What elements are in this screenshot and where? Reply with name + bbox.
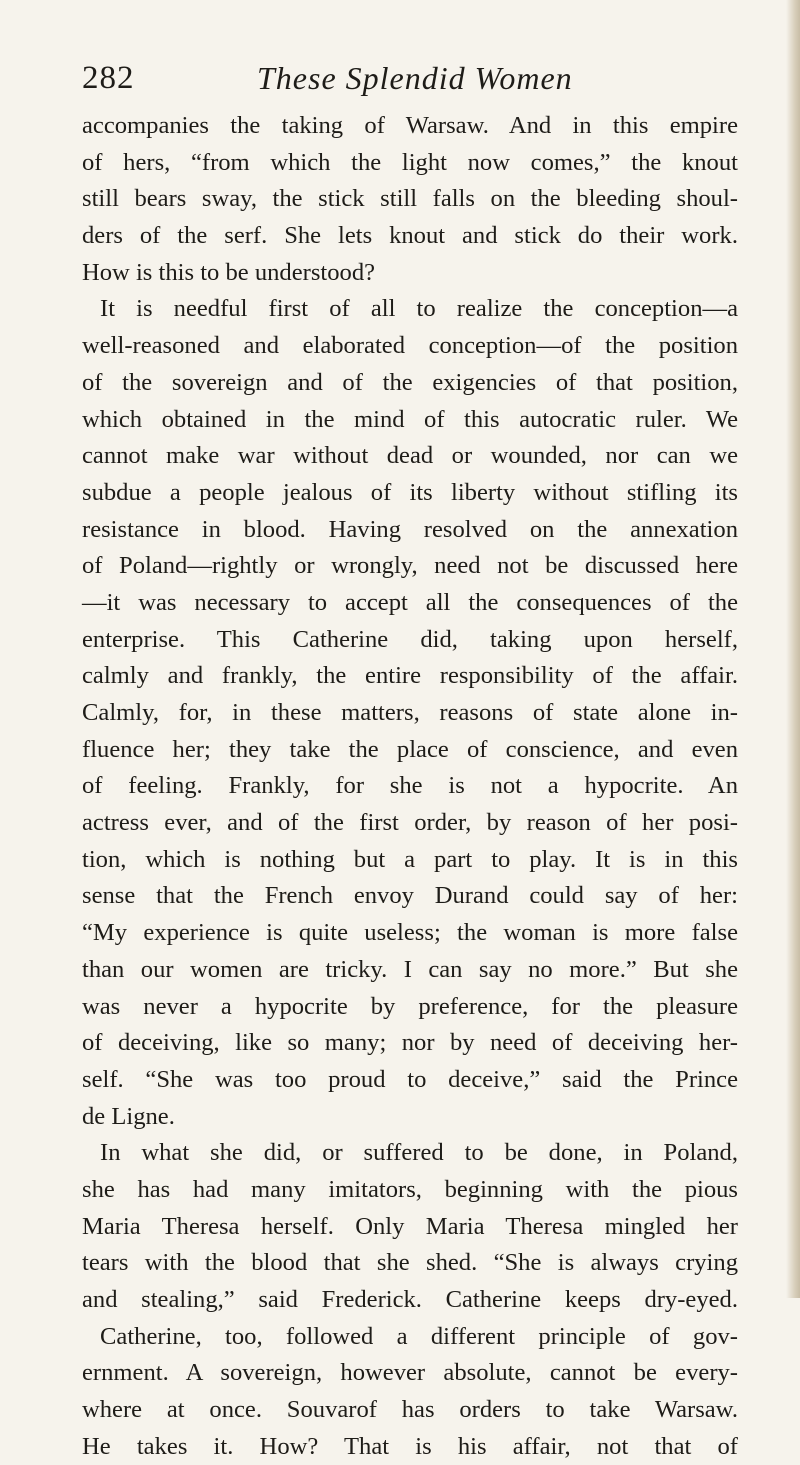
text-line: enterprise. This Catherine did, taking upon herself, xyxy=(82,625,738,653)
text-line: she has had many imitators, beginning with the pious xyxy=(82,1175,738,1203)
text-line: of hers, “from which the light now comes,” the knout xyxy=(82,148,738,176)
text-line: where at once. Souvarof has orders to take Warsaw. xyxy=(82,1396,738,1424)
text-line: ernment. A sovereign, however absolute, cannot be every- xyxy=(82,1359,738,1387)
text-line: of the sovereign and of the exigencies of that position, xyxy=(82,368,738,396)
text-line: In what she did, or suffered to be done, in Poland, xyxy=(100,1139,738,1167)
page-edge-shadow xyxy=(786,0,800,1298)
text-line: tears with the blood that she shed. “She is always crying xyxy=(82,1249,738,1277)
text-line: resistance in blood. Having resolved on the annexation xyxy=(82,515,738,543)
text-line: accompanies the taking of Warsaw. And in this empire xyxy=(82,112,738,139)
text-line: than our women are tricky. I can say no more.” But she xyxy=(82,955,738,983)
text-line: of deceiving, like so many; nor by need of deceiving her- xyxy=(82,1029,738,1057)
text-line: de Ligne. xyxy=(82,1102,175,1130)
text-line: “My experience is quite useless; the woman is more false xyxy=(82,919,738,947)
body-text xyxy=(82,108,738,1465)
text-line: Maria Theresa herself. Only Maria Theresa mingled her xyxy=(82,1212,738,1240)
page-header xyxy=(82,58,742,98)
text-line: subdue a people jealous of its liberty without stifling its xyxy=(82,478,738,506)
text-line: of Poland—rightly or wrongly, need not be discussed here xyxy=(82,552,738,580)
text-line: calmly and frankly, the entire responsibility of the affair. xyxy=(82,662,738,690)
text-line: was never a hypocrite by preference, for the pleasure xyxy=(82,992,738,1020)
text-line: still bears sway, the stick still falls on the bleeding shoul- xyxy=(82,185,738,213)
text-line: of feeling. Frankly, for she is not a hypocrite. An xyxy=(82,772,738,800)
text-line: Calmly, for, in these matters, reasons of state alone in- xyxy=(82,699,738,726)
text-line: How is this to be understood? xyxy=(82,258,376,286)
text-line: fluence her; they take the place of conscience, and even xyxy=(82,735,738,763)
text-line: actress ever, and of the first order, by reason of her posi- xyxy=(82,809,738,837)
page-number: 282 xyxy=(82,60,135,96)
text-line: and stealing,” said Frederick. Catherine keeps dry-eyed. xyxy=(82,1286,738,1313)
text-line: He takes it. How? That is his affair, not that of xyxy=(82,1432,738,1460)
text-line: which obtained in the mind of this autocratic ruler. We xyxy=(82,405,738,433)
text-line: tion, which is nothing but a part to play. It is in this xyxy=(82,845,738,873)
text-line: sense that the French envoy Durand could say of her: xyxy=(82,882,738,910)
text-line: Catherine, too, followed a different principle of gov- xyxy=(100,1322,738,1350)
text-line: It is needful first of all to realize the conception—a xyxy=(100,295,738,323)
running-title: These Splendid Women xyxy=(257,60,573,96)
text-line: —it was necessary to accept all the consequences of the xyxy=(82,588,738,616)
text-line: well-reasoned and elaborated conception—of the position xyxy=(82,332,738,360)
text-line: self. “She was too proud to deceive,” said the Prince xyxy=(82,1065,738,1093)
text-line: ders of the serf. She lets knout and stick do their work. xyxy=(82,222,738,250)
text-line: cannot make war without dead or wounded, nor can we xyxy=(82,442,738,470)
